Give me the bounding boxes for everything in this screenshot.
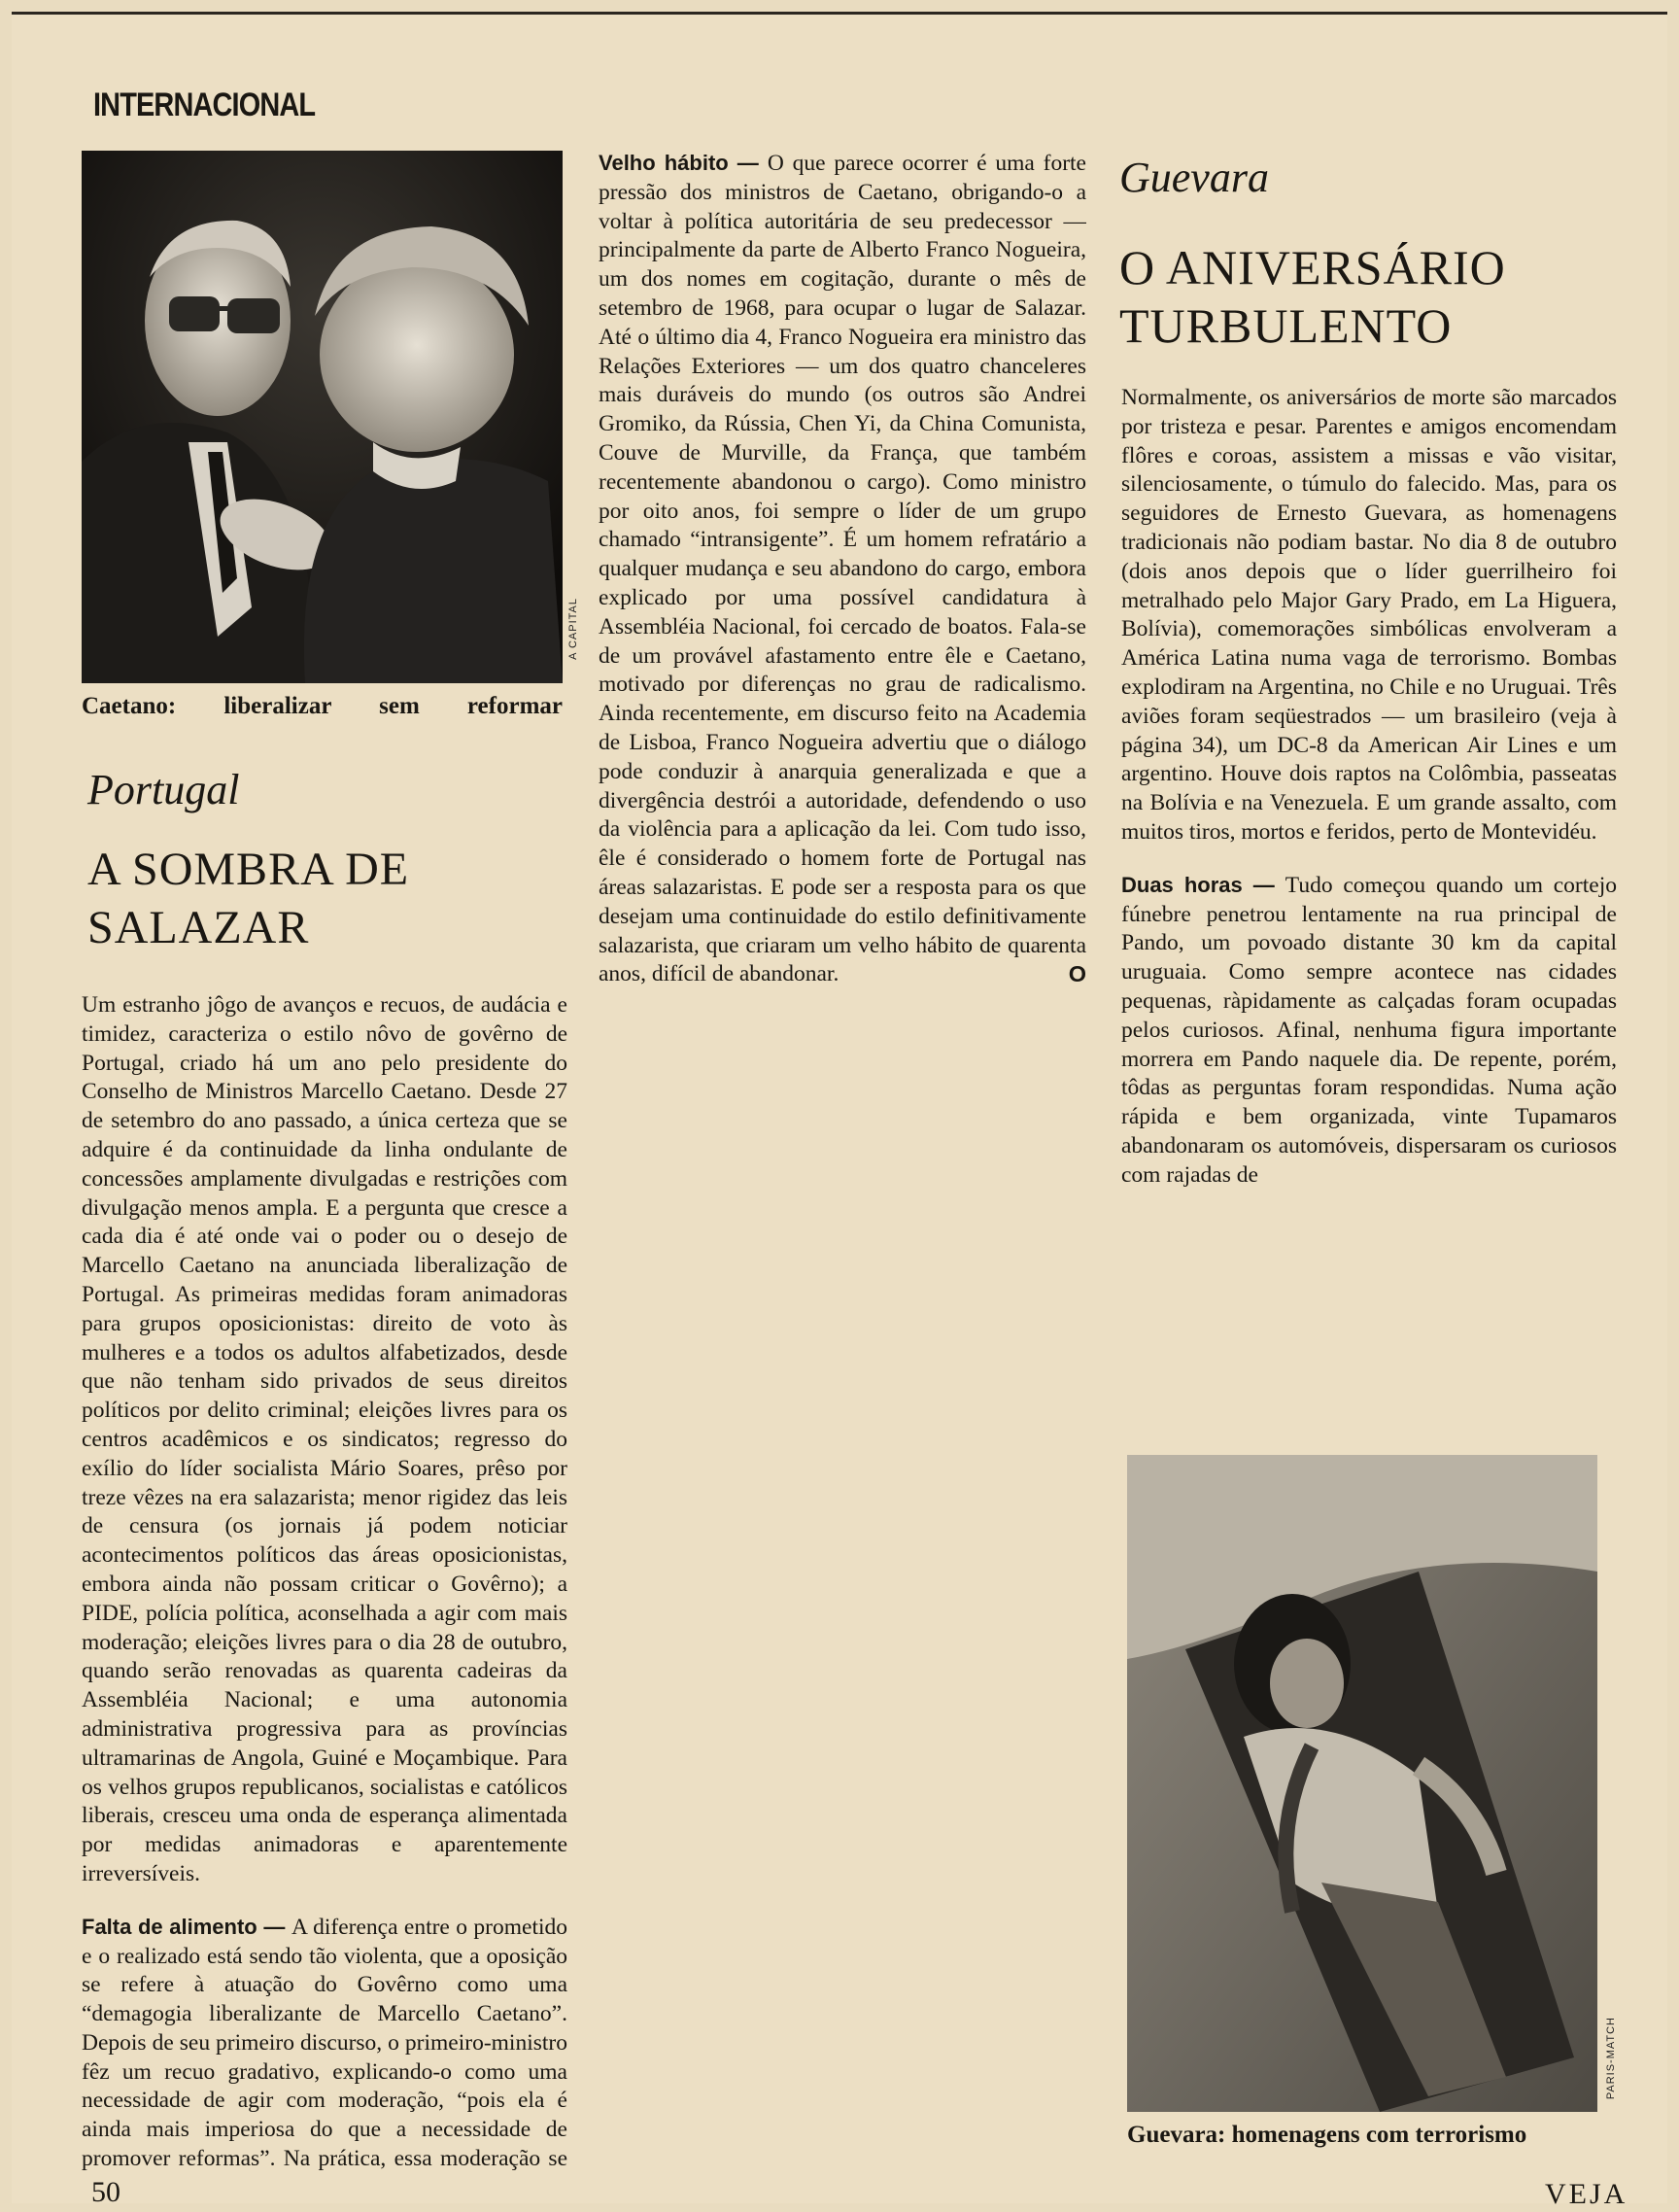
guevara-photo-caption: Guevara: homenagens com terrorismo — [1127, 2122, 1527, 2148]
magazine-name: VEJA — [1545, 2178, 1628, 2210]
guevara-photo — [1127, 1455, 1597, 2112]
guevara-column — [1121, 384, 1617, 1385]
guevara-photo-credit: PARIS-MATCH — [1605, 2017, 1617, 2100]
portugal-paragraph-2: A diferença entre o prometido e o realizado está sendo tão violenta, que a oposição se refere à atuação do Govêrno como uma “demagogia liberalizante de Marcello Caetano”. Depois de seu primeiro discurso, o primeiro-ministro fêz um recuo gradativo, explicando-o como uma necessidade de agir com moderação, “pois ela é ainda mais imperiosa do que a necessidade de promover reformas”. Na prática, essa moderação se — [82, 1914, 567, 2172]
guevara-headline — [1119, 238, 1506, 355]
portugal-paragraph-3-text: O que parece ocorrer é uma forte pressão dos ministros de Caetano, obrigando-o a voltar à política autoritária de seu predecessor — principalmente da parte de Alberto Franco Nogueira, um dos nomes em cogitação, durante o mês de setembro de 1968, para ocupar o lugar de Salazar. Até o último dia 4, Franco Nogueira era ministro das Relações Exteriores — um dos quatro chanceleres mais duráveis do mundo (os outros são Andrei Gromiko, da Rússia, Chen Yi, da China Comunista, Couve de Murville, da França, que também recentemente abandonou o cargo). Como ministro por oito anos, foi sempre o líder de um grupo chamado “intransigente”. É um homem refratário a qualquer mudança e seu abandono do cargo, embora explicado por uma possível candidatura à Assembléia Nacional, foi cercado de boatos. Fala-se de um provável afastamento entre êle e Caetano, motivado por diferenças no grau de radicalismo. Ainda recentemente, em discurso feito na Academia de Lisboa, Franco Nogueira advertiu que o diálogo pode conduzir à anarquia generalizada e que a divergência destrói a autoridade, defendendo o uso da violência para a aplicação da lei. Com tudo isso, êle é considerado o homem forte de Portugal nas áreas salazaristas. E pode ser a resposta para os que desejam uma continuidade do estilo definitivamente salazarista, que criaram um velho hábito de quarenta anos, difícil de abandonar. — [599, 151, 1086, 987]
portugal-headline-line-1: A SOMBRA DE — [87, 844, 410, 895]
portugal-headline-line-2: SALAZAR — [87, 902, 310, 953]
guevara-subhead-1: Duas horas — — [1121, 872, 1285, 897]
guevara-paragraph-2-text: Tudo começou quando um cortejo fúnebre penetrou lentamente na rua principal de Pando, um povoado distante 30 km da capital uruguaia. Como sempre acontece nas cidades pequenas, ràpidamente as calçadas foram ocupadas pelos curiosos. Afinal, nenhuma figura importante morrera em Pando naquele dia. De repente, porém, tôdas as perguntas foram respondidas. Numa ação rápida e bem organizada, vinte Tupamaros abandonaram os automóveis, dispersaram os curiosos com rajadas de — [1121, 872, 1617, 1188]
caetano-photo — [82, 151, 563, 683]
portugal-paragraph-3 — [599, 149, 1086, 989]
portugal-kicker: Portugal — [87, 766, 240, 813]
guevara-paragraph-1: Normalmente, os aniversários de morte são marcados por tristeza e pesar. Parentes e amigos encomendam flôres e coroas, assistem a missas e vão visitar, silenciosamente, o túmulo do falecido. Mas, para os seguidores de Ernesto Guevara, as homenagens tradicionais não podiam bastar. No dia 8 de outubro (dois anos depois que o líder guerrilheiro foi metralhado pelo Major Gary Prado, em La Higuera, Bolívia), comemorações simbólicas envolveram a América Latina numa vaga de terrorismo. Bombas explodiram na Argentina, no Chile e no Uruguai. Três aviões foram seqüestrados — um brasileiro (veja à página 34), um DC-8 da American Air Lines e um argentino. Houve dois raptos na Colômbia, passeatas na Bolívia e na Venezuela. E um grande assalto, com muitos tiros, mortos e feridos, perto de Montevidéu. — [1121, 385, 1617, 845]
portugal-column-2 — [599, 149, 1086, 2141]
magazine-page — [12, 12, 1667, 2210]
portugal-subhead-2: Velho hábito — — [599, 151, 768, 175]
guevara-headline-line-2: TURBULENTO — [1119, 298, 1453, 353]
portugal-subhead-1: Falta de alimento — — [82, 1914, 292, 1939]
guevara-kicker: Guevara — [1119, 154, 1269, 201]
portugal-column-1 — [82, 991, 567, 2172]
page-number: 50 — [91, 2176, 120, 2208]
caetano-photo-image — [82, 151, 563, 683]
guevara-headline-line-1: O ANIVERSÁRIO — [1119, 240, 1506, 294]
portugal-paragraph-1: Um estranho jôgo de avanços e recuos, de audácia e timidez, caracteriza o estilo nôvo de govêrno de Portugal, criado há um ano pelo presidente do Conselho de Ministros Marcello Caetano. Desde 27 de setembro do ano passado, a única certeza que se adquire é da continuidade da linha ondulante de concessões amplamente divulgadas e restrições com divulgação menos ampla. E a pergunta que cresce a cada dia é até onde vai o poder ou o desejo de Marcello Caetano na anunciada liberalização de Portugal. As primeiras medidas foram animadoras para grupos oposicionistas: direito de voto às mulheres e a todos os adultos alfabetizados, desde que não tenham sido privados de seus direitos políticos por delito criminal; eleições livres para os centros acadêmicos e os sindicatos; regresso do exílio do líder socialista Mário Soares, prêso por treze vêzes na era salazarista; menor rigidez das leis de censura (os jornais já podem noticiar acontecimentos políticos das áreas oposicionistas, embora ainda não possam criticar o Govêrno); a PIDE, polícia política, aconselhada a agir com mais moderação; eleições livres para o dia 28 de outubro, quando serão renovadas as quarenta cadeiras da Assembléia Nacional; e uma autonomia administrativa progressiva para as províncias ultramarinas de Angola, Guiné e Moçambique. Para os velhos grupos republicanos, socialistas e católicos liberais, cresceu uma onda de esperança alimentada por medidas animadoras e aparentemente irreversíveis. — [82, 992, 567, 1886]
caetano-photo-caption: Caetano: liberalizar sem reformar — [82, 693, 563, 719]
portugal-headline — [87, 841, 409, 957]
portugal-paragraph-2a — [82, 1913, 567, 2172]
guevara-photo-image — [1127, 1455, 1597, 2112]
section-label: INTERNACIONAL — [93, 86, 316, 123]
end-mark: O — [1068, 961, 1086, 987]
caetano-photo-credit: A CAPITAL — [567, 598, 579, 660]
guevara-paragraph-2 — [1121, 871, 1617, 1191]
